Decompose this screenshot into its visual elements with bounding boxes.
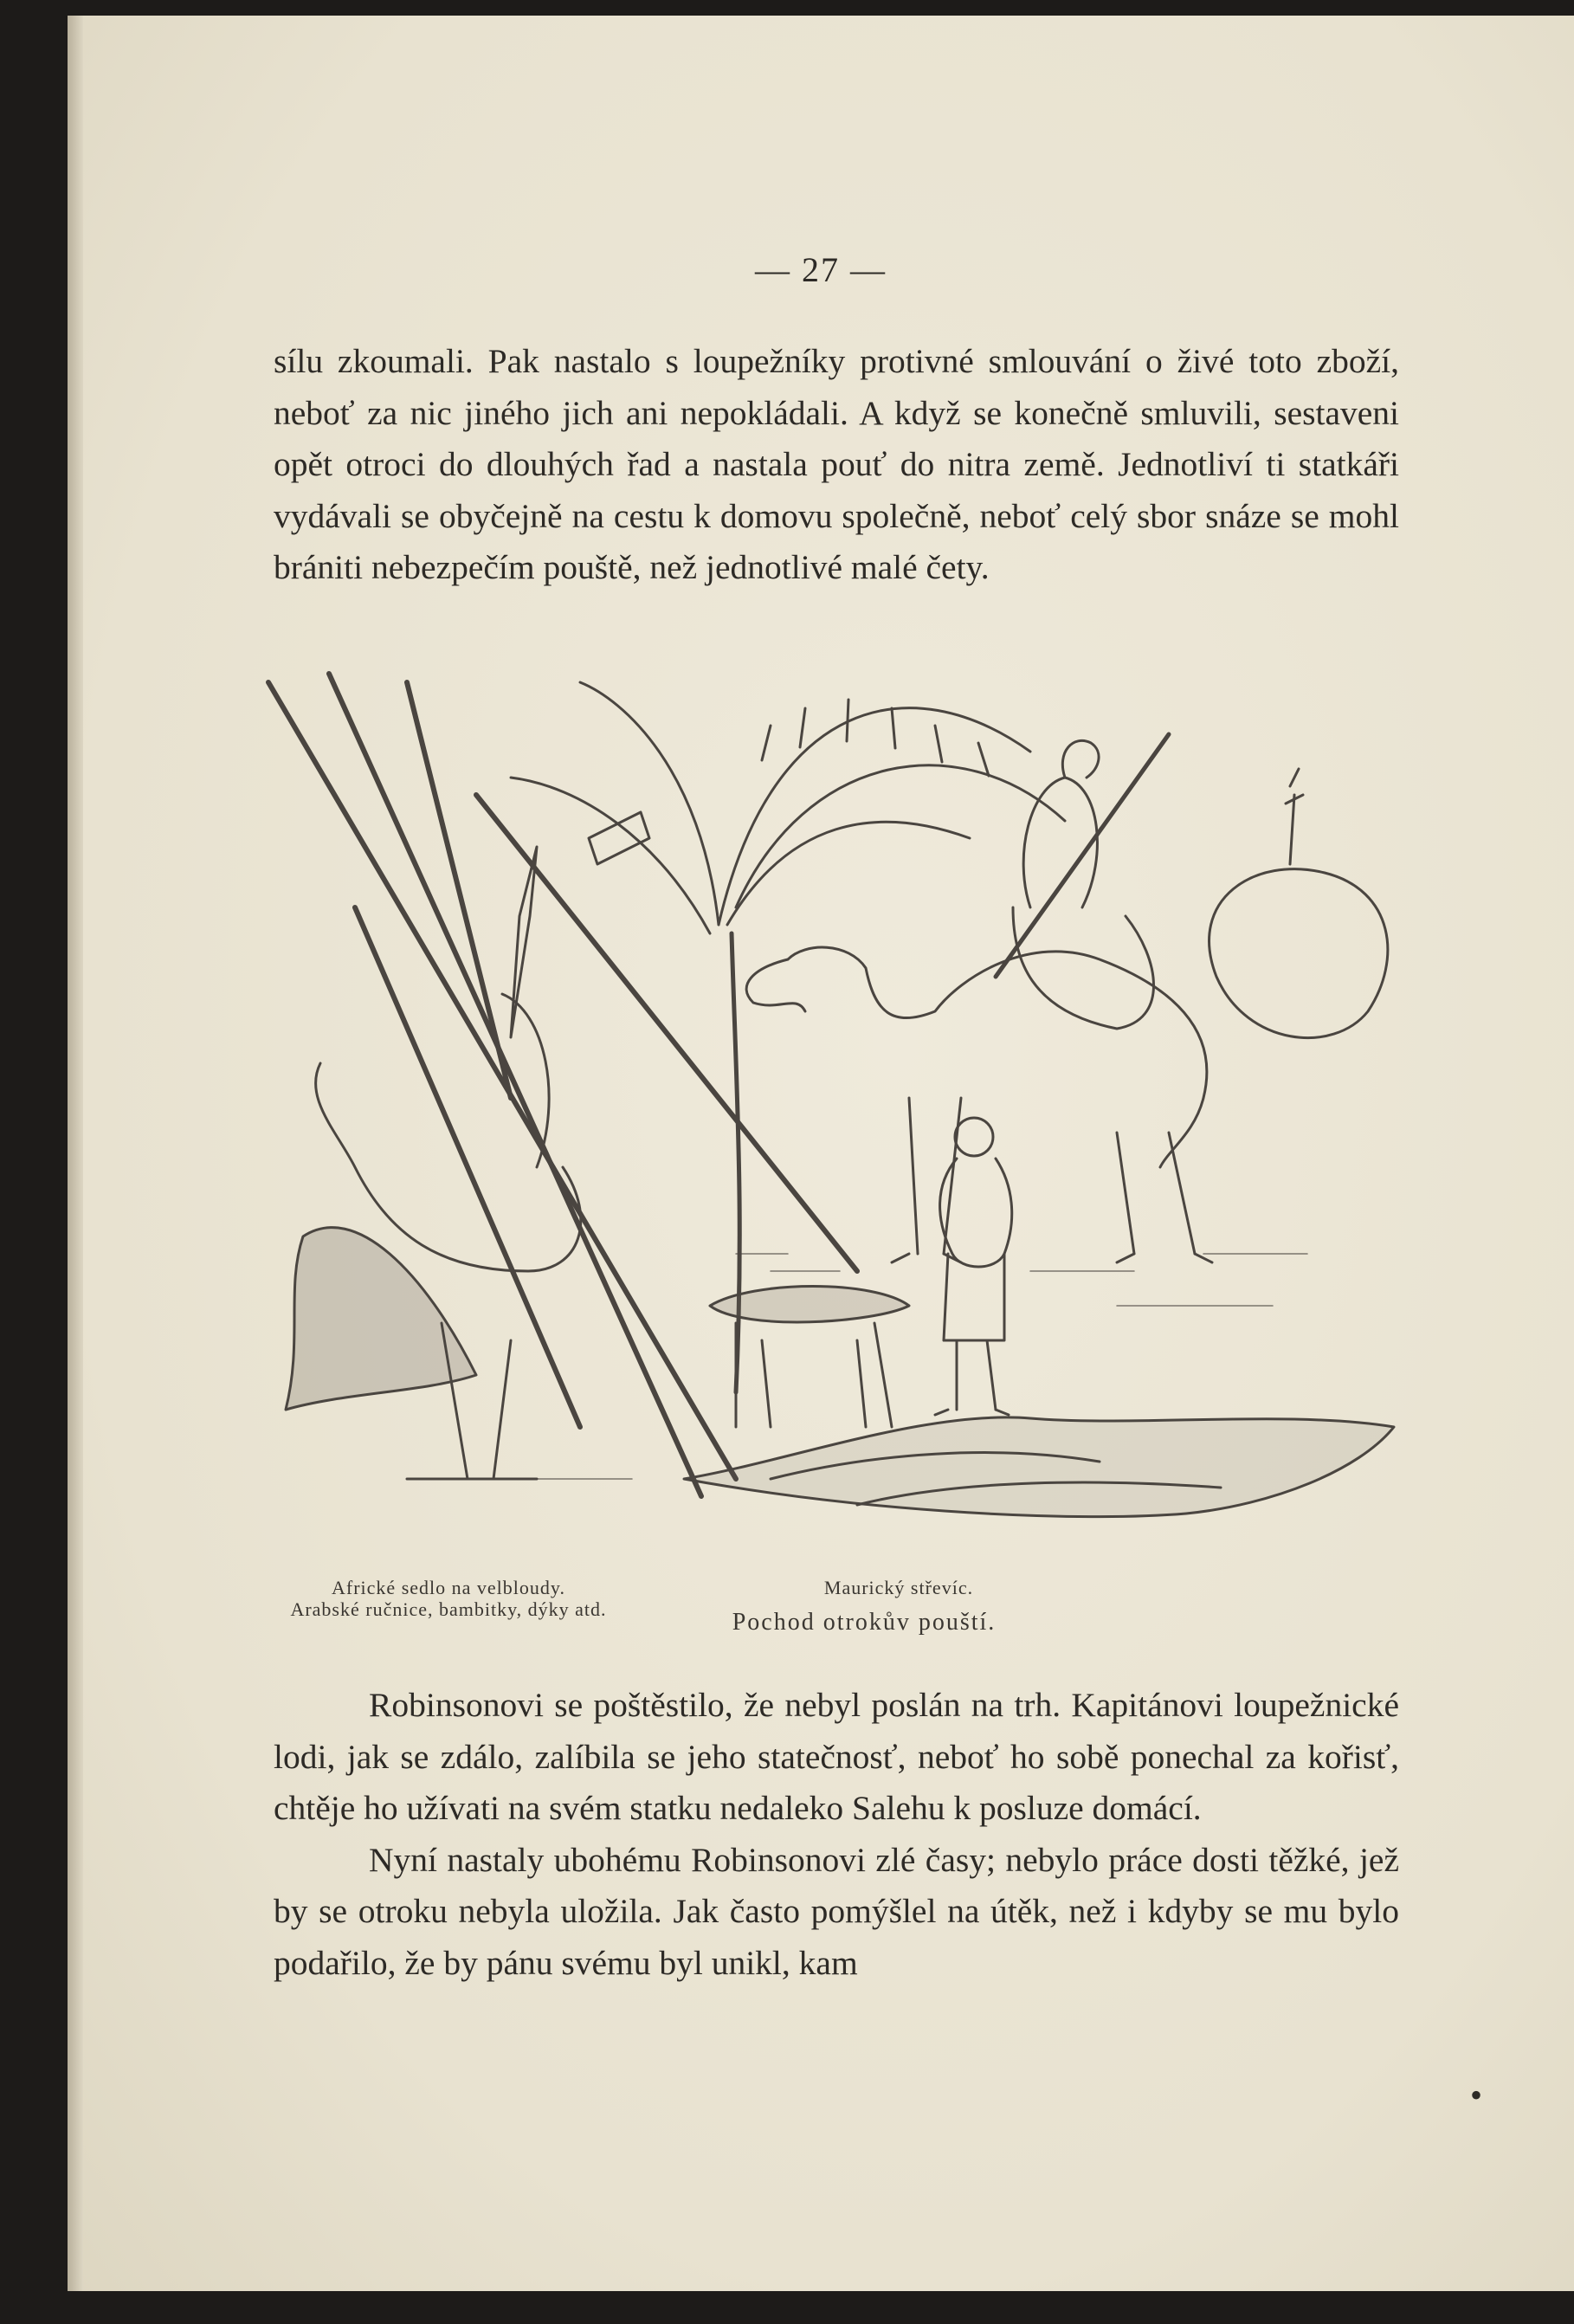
- caption-left-line-2: Arabské ručnice, bambitky, dýky atd.: [290, 1598, 607, 1620]
- caption-title: Pochod otrokův pouští.: [732, 1609, 997, 1636]
- caption-right: Maurický střevíc.: [823, 1577, 974, 1598]
- slave-boy: [935, 1118, 1012, 1415]
- text-block-bottom: [274, 1680, 1399, 1989]
- text-block-top: [274, 336, 1399, 594]
- draped-cloth: [684, 1417, 1394, 1517]
- page-number: — 27 —: [755, 250, 887, 289]
- paragraph-2: Robinsonovi se poštěstilo, že nebyl poslán na trh. Kapitánovi loupežnické lodi, jak se zdálo, zalíbila se jeho statečnosť, neboť ho sobě ponechal za kořisť, chtěje ho užívati na svém statku nedaleko Salehu k posluze domácí.: [274, 1686, 1399, 1827]
- pencil-mark: •: [1470, 2075, 1483, 2114]
- paragraph-3: Nyní nastaly ubohému Robinsonovi zlé časy; nebylo práce dosti těžké, jež by se otroku nebyla uložila. Jak často pomýšlel na útěk, než i kdyby se mu bylo podařilo, že by pánu svému byl unikl, kam: [274, 1840, 1399, 1982]
- caption-left-line-1: Africké sedlo na velbloudy.: [332, 1577, 565, 1598]
- tent: [1210, 769, 1388, 1038]
- camel-saddle: [286, 1063, 581, 1479]
- page-binding-edge: [68, 16, 83, 2291]
- camel-with-rider: [746, 734, 1212, 1262]
- paragraph-1: sílu zkoumali. Pak nastalo s loupežníky protivné smlouvání o živé toto zboží, neboť za nic jiného jich ani nepokládali. A když se konečně smluvili, sestaveni opět otroci do dlouhých řad a nastala pouť do nitra země. Jednotliví ti statkáři vydávali se obyčejně na cestu k domovu společně, neboť celý sbor snáze se mohl brániti nebezpečím pouště, než jednotlivé malé čety.: [274, 342, 1399, 586]
- book-page: [68, 16, 1574, 2291]
- moorish-slipper: [710, 1287, 909, 1428]
- engraving-illustration: [251, 648, 1422, 1548]
